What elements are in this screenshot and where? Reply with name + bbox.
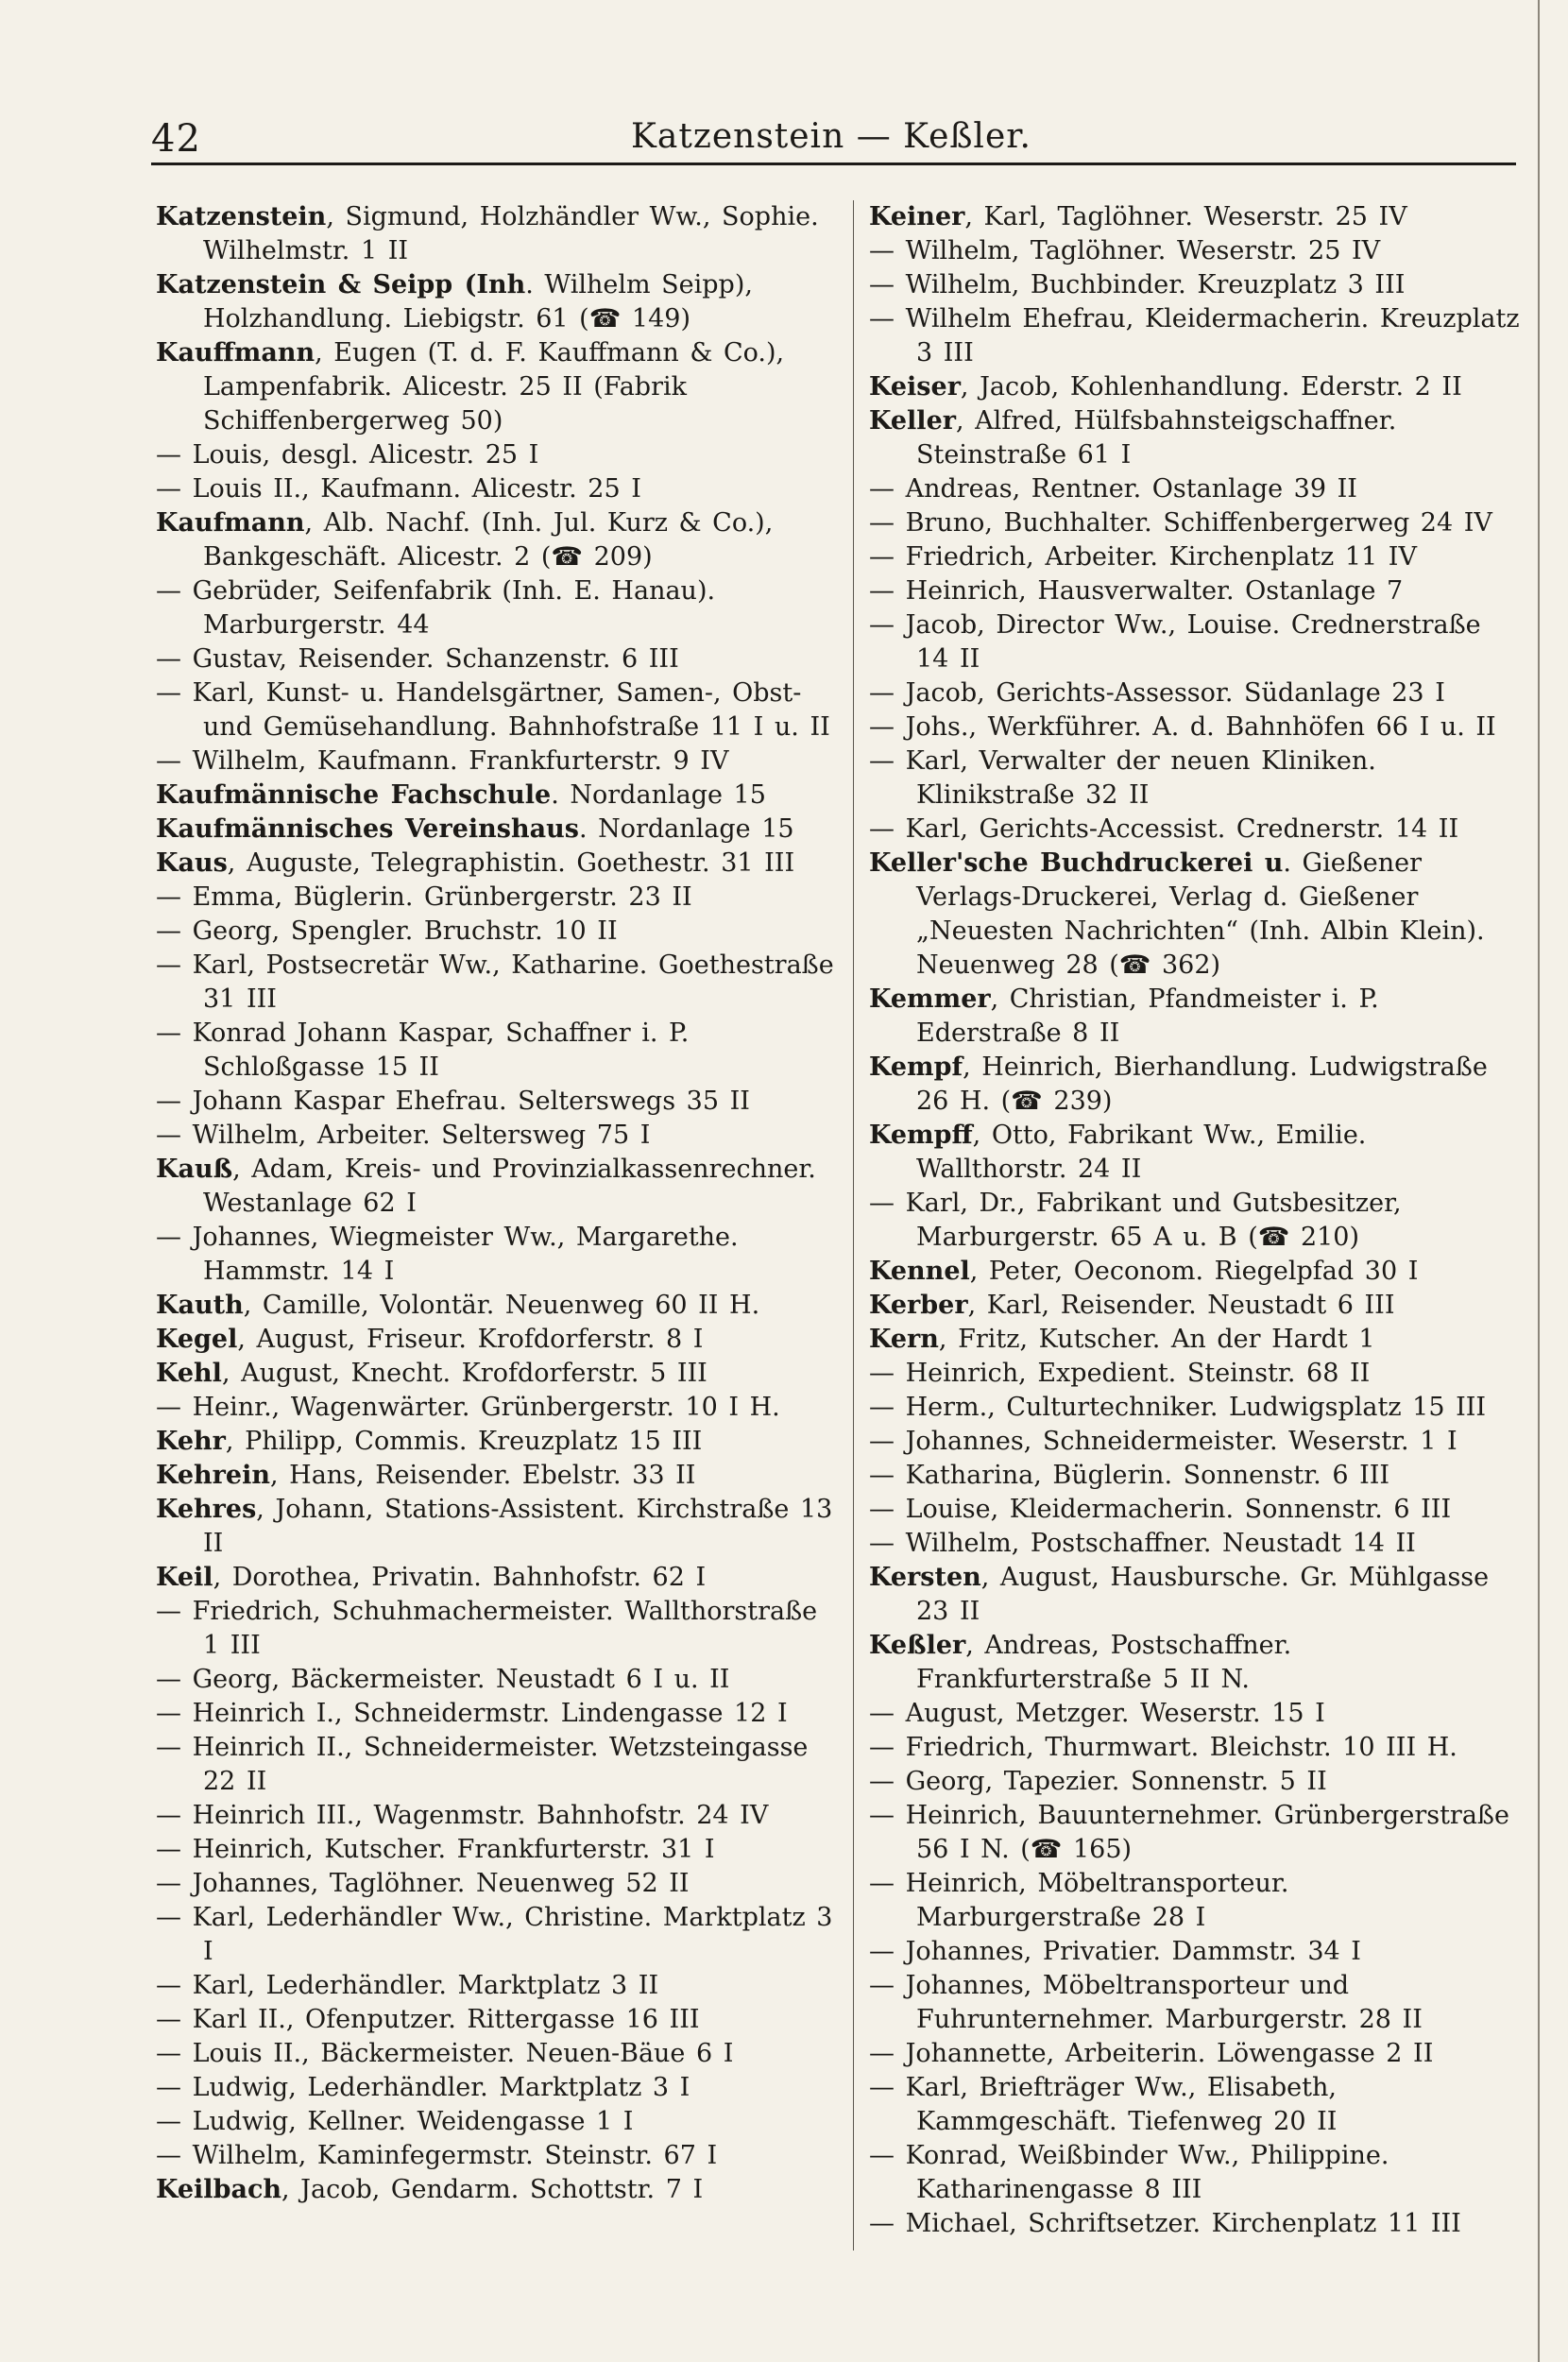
directory-entry: — Wilhelm, Kaufmann. Frankfurterstr. 9 IV <box>156 746 729 776</box>
entry-surname: Kauth <box>156 1291 244 1320</box>
entry-surname: Kegel <box>156 1325 238 1354</box>
entry-surname: Keller'sche Buchdruckerei u <box>869 848 1284 878</box>
directory-entry: — Heinrich, Möbeltransporteur. Marburgerstraße 28 I <box>869 1869 1289 1932</box>
directory-entry: Keilbach, Jacob, Gendarm. Schottstr. 7 I <box>156 2175 704 2204</box>
directory-entry: — Johannes, Wiegmeister Ww., Margarethe. Hammstr. 14 I <box>156 1223 739 1286</box>
directory-entry: — Herm., Culturtechniker. Ludwigsplatz 15 III <box>869 1393 1487 1422</box>
directory-entry: — Georg, Spengler. Bruchstr. 10 II <box>156 916 618 946</box>
directory-entry: — Johannes, Möbeltransporteur und Fuhrunternehmer. Marburgerstr. 28 II <box>869 1971 1423 2034</box>
directory-entry: — Louis II., Bäckermeister. Neuen-Bäue 6 I <box>156 2039 734 2068</box>
entry-surname: Katzenstein <box>156 202 327 231</box>
directory-entry: — Heinrich, Expedient. Steinstr. 68 II <box>869 1359 1371 1388</box>
directory-entry: Kerber, Karl, Reisender. Neustadt 6 III <box>869 1291 1395 1320</box>
directory-entry: — Heinrich, Bauunternehmer. Grünbergerstraße 56 I N. (☎ 165) <box>869 1801 1509 1864</box>
directory-entry: — Louis II., Kaufmann. Alicestr. 25 I <box>156 474 641 504</box>
directory-entry: Keller, Alfred, Hülfsbahnsteigschaffner. Steinstraße 61 I <box>869 406 1397 470</box>
entry-surname: Keßler <box>869 1631 966 1660</box>
directory-entry: — Heinrich, Kutscher. Frankfurterstr. 31 I <box>156 1835 715 1864</box>
directory-entry: Kempff, Otto, Fabrikant Ww., Emilie. Wallthorstr. 24 II <box>869 1121 1367 1184</box>
directory-entry: Kehl, August, Knecht. Krofdorferstr. 5 III <box>156 1359 707 1388</box>
directory-entry: — Ludwig, Kellner. Weidengasse 1 I <box>156 2107 634 2136</box>
entry-surname: Kaufmännische Fachschule <box>156 780 552 810</box>
directory-entry: Kauth, Camille, Volontär. Neuenweg 60 II H. <box>156 1291 760 1320</box>
entry-surname: Kauß <box>156 1155 233 1184</box>
directory-entry: Katzenstein & Seipp (Inh. Wilhelm Seipp), Holzhandlung. Liebigstr. 61 (☎ 149) <box>156 270 753 334</box>
entry-surname: Kauffmann <box>156 338 315 368</box>
column-divider <box>853 200 854 2251</box>
directory-entry: Kempf, Heinrich, Bierhandlung. Ludwigstraße 26 H. (☎ 239) <box>869 1053 1488 1116</box>
right-column <box>869 200 1521 2241</box>
directory-entry: Keßler, Andreas, Postschaffner. Frankfurterstraße 5 II N. <box>869 1631 1292 1694</box>
directory-entry: — Wilhelm, Buchbinder. Kreuzplatz 3 III <box>869 270 1406 300</box>
directory-entry: Kennel, Peter, Oeconom. Riegelpfad 30 I <box>869 1257 1419 1286</box>
directory-entry: Kemmer, Christian, Pfandmeister i. P. Ederstraße 8 II <box>869 984 1379 1048</box>
entry-surname: Kennel <box>869 1257 970 1286</box>
entry-surname: Keller <box>869 406 956 436</box>
directory-entry: Kaufmann, Alb. Nachf. (Inh. Jul. Kurz & Co.), Bankgeschäft. Alicestr. 2 (☎ 209) <box>156 508 774 572</box>
directory-entry: — Katharina, Büglerin. Sonnenstr. 6 III <box>869 1461 1390 1490</box>
directory-entry: — August, Metzger. Weserstr. 15 I <box>869 1699 1325 1728</box>
entry-surname: Kemmer <box>869 984 991 1014</box>
directory-entry: — Ludwig, Lederhändler. Marktplatz 3 I <box>156 2073 690 2102</box>
directory-entry: Kehrein, Hans, Reisender. Ebelstr. 33 II <box>156 1461 696 1490</box>
directory-entry: — Heinrich III., Wagenmstr. Bahnhofstr. 24 IV <box>156 1801 769 1830</box>
entry-surname: Kehr <box>156 1427 226 1456</box>
entry-surname: Kaus <box>156 848 228 878</box>
directory-entry: — Konrad, Weißbinder Ww., Philippine. Katharinengasse 8 III <box>869 2141 1389 2204</box>
directory-entry: — Jacob, Director Ww., Louise. Crednerstraße 14 II <box>869 610 1481 674</box>
running-head: Katzenstein — Keßler. <box>631 117 1031 156</box>
binding-edge <box>1538 0 1540 2362</box>
directory-entry: — Jacob, Gerichts-Assessor. Südanlage 23 I <box>869 678 1445 708</box>
directory-entry: — Wilhelm, Postschaffner. Neustadt 14 II <box>869 1529 1416 1558</box>
entry-surname: Kehres <box>156 1495 257 1524</box>
directory-entry: Keil, Dorothea, Privatin. Bahnhofstr. 62 I <box>156 1563 707 1592</box>
directory-entry: Kegel, August, Friseur. Krofdorferstr. 8 I <box>156 1325 704 1354</box>
directory-entry: — Karl, Gerichts-Accessist. Crednerstr. 14 II <box>869 814 1459 844</box>
entry-surname: Kaufmann <box>156 508 305 538</box>
directory-entry: — Friedrich, Thurmwart. Bleichstr. 10 III H. <box>869 1733 1457 1762</box>
directory-entry: — Karl, Lederhändler Ww., Christine. Marktplatz 3 I <box>156 1903 833 1966</box>
directory-entry: — Karl, Verwalter der neuen Kliniken. Klinikstraße 32 II <box>869 746 1376 810</box>
directory-entry: Kehres, Johann, Stations-Assistent. Kirchstraße 13 II <box>156 1495 833 1558</box>
directory-entry: — Andreas, Rentner. Ostanlage 39 II <box>869 474 1357 504</box>
directory-entry: Kern, Fritz, Kutscher. An der Hardt 1 <box>869 1325 1375 1354</box>
directory-entry: Kehr, Philipp, Commis. Kreuzplatz 15 III <box>156 1427 703 1456</box>
directory-entry: — Friedrich, Arbeiter. Kirchenplatz 11 IV <box>869 542 1417 572</box>
directory-entry: Kauß, Adam, Kreis- und Provinzialkassenrechner. Westanlage 62 I <box>156 1155 816 1218</box>
directory-entry: — Johannes, Schneidermeister. Weserstr. 1 I <box>869 1427 1457 1456</box>
entry-surname: Katzenstein & Seipp (Inh <box>156 270 526 300</box>
directory-entry: Kauffmann, Eugen (T. d. F. Kauffmann & Co.), Lampenfabrik. Alicestr. 25 II (Fabrik Schiffenbergerweg 50) <box>156 338 785 436</box>
directory-entry: — Heinrich II., Schneidermeister. Wetzsteingasse 22 II <box>156 1733 809 1796</box>
directory-entry: Kaufmännisches Vereinshaus. Nordanlage 15 <box>156 814 794 844</box>
entry-surname: Kerber <box>869 1291 968 1320</box>
directory-entry: — Gustav, Reisender. Schanzenstr. 6 III <box>156 644 679 674</box>
entry-surname: Kehl <box>156 1359 222 1388</box>
directory-entry: Keller'sche Buchdruckerei u. Gießener Verlags-Druckerei, Verlag d. Gießener „Neuesten Nachrichten“ (Inh. Albin Klein). Neuenweg 28 (☎ 362) <box>869 848 1485 980</box>
entry-surname: Keiser <box>869 372 961 402</box>
directory-entry: — Michael, Schriftsetzer. Kirchenplatz 11 III <box>869 2209 1461 2238</box>
page-number: 42 <box>151 117 201 161</box>
header-rule <box>151 163 1516 165</box>
directory-entry: — Johann Kaspar Ehefrau. Selterswegs 35 II <box>156 1087 750 1116</box>
directory-entry: — Gebrüder, Seifenfabrik (Inh. E. Hanau). Marburgerstr. 44 <box>156 576 716 640</box>
directory-entry: — Georg, Tapezier. Sonnenstr. 5 II <box>869 1767 1327 1796</box>
entry-surname: Keiner <box>869 202 965 231</box>
directory-entry: — Heinrich, Hausverwalter. Ostanlage 7 <box>869 576 1404 606</box>
directory-entry: — Louis, desgl. Alicestr. 25 I <box>156 440 539 470</box>
directory-entry: Katzenstein, Sigmund, Holzhändler Ww., Sophie. Wilhelmstr. 1 II <box>156 202 819 265</box>
entry-surname: Keil <box>156 1563 213 1592</box>
directory-entry: — Heinrich I., Schneidermstr. Lindengasse 12 I <box>156 1699 788 1728</box>
page-header <box>151 111 1511 168</box>
entry-surname: Kersten <box>869 1563 981 1592</box>
directory-entry: — Emma, Büglerin. Grünbergerstr. 23 II <box>156 882 692 912</box>
directory-entry: — Karl, Kunst- u. Handelsgärtner, Samen-, Obst- und Gemüsehandlung. Bahnhofstraße 11 I u. II <box>156 678 830 742</box>
entry-surname: Kaufmännisches Vereinshaus <box>156 814 579 844</box>
directory-entry: — Louise, Kleidermacherin. Sonnenstr. 6 III <box>869 1495 1452 1524</box>
directory-entry: Kaus, Auguste, Telegraphistin. Goethestr. 31 III <box>156 848 795 878</box>
directory-entry: Kersten, August, Hausbursche. Gr. Mühlgasse 23 II <box>869 1563 1490 1626</box>
directory-entry: — Karl II., Ofenputzer. Rittergasse 16 III <box>156 2005 700 2034</box>
directory-entry: — Johs., Werkführer. A. d. Bahnhöfen 66 I u. II <box>869 712 1496 742</box>
directory-entry: — Friedrich, Schuhmachermeister. Wallthorstraße 1 III <box>156 1597 818 1660</box>
directory-entry: — Wilhelm, Kaminfegermstr. Steinstr. 67 I <box>156 2141 718 2170</box>
directory-entry: — Karl, Postsecretär Ww., Katharine. Goethestraße 31 III <box>156 950 834 1014</box>
entry-surname: Kempf <box>869 1053 963 1082</box>
directory-entry: — Wilhelm Ehefrau, Kleidermacherin. Kreuzplatz 3 III <box>869 304 1520 368</box>
directory-entry: — Georg, Bäckermeister. Neustadt 6 I u. II <box>156 1665 730 1694</box>
entry-surname: Kempff <box>869 1121 973 1150</box>
directory-entry: — Wilhelm, Taglöhner. Weserstr. 25 IV <box>869 236 1381 265</box>
directory-entry: — Johannes, Privatier. Dammstr. 34 I <box>869 1937 1361 1966</box>
directory-entry: — Karl, Dr., Fabrikant und Gutsbesitzer, Marburgerstr. 65 A u. B (☎ 210) <box>869 1189 1402 1252</box>
entry-surname: Kehrein <box>156 1461 270 1490</box>
entry-surname: Keilbach <box>156 2175 282 2204</box>
directory-entry: — Konrad Johann Kaspar, Schaffner i. P. Schloßgasse 15 II <box>156 1018 690 1082</box>
directory-entry: — Bruno, Buchhalter. Schiffenbergerweg 24 IV <box>869 508 1492 538</box>
entry-surname: Kern <box>869 1325 939 1354</box>
directory-entry: — Heinr., Wagenwärter. Grünbergerstr. 10 I H. <box>156 1393 780 1422</box>
left-column <box>156 200 836 2207</box>
directory-entry: Keiner, Karl, Taglöhner. Weserstr. 25 IV <box>869 202 1407 231</box>
directory-entry: — Karl, Briefträger Ww., Elisabeth, Kammgeschäft. Tiefenweg 20 II <box>869 2073 1338 2136</box>
directory-entry: — Wilhelm, Arbeiter. Seltersweg 75 I <box>156 1121 651 1150</box>
directory-entry: Kaufmännische Fachschule. Nordanlage 15 <box>156 780 766 810</box>
directory-entry: — Karl, Lederhändler. Marktplatz 3 II <box>156 1971 659 2000</box>
directory-entry: — Johannes, Taglöhner. Neuenweg 52 II <box>156 1869 690 1898</box>
directory-entry: — Johannette, Arbeiterin. Löwengasse 2 II <box>869 2039 1434 2068</box>
directory-entry: Keiser, Jacob, Kohlenhandlung. Ederstr. 2 II <box>869 372 1462 402</box>
